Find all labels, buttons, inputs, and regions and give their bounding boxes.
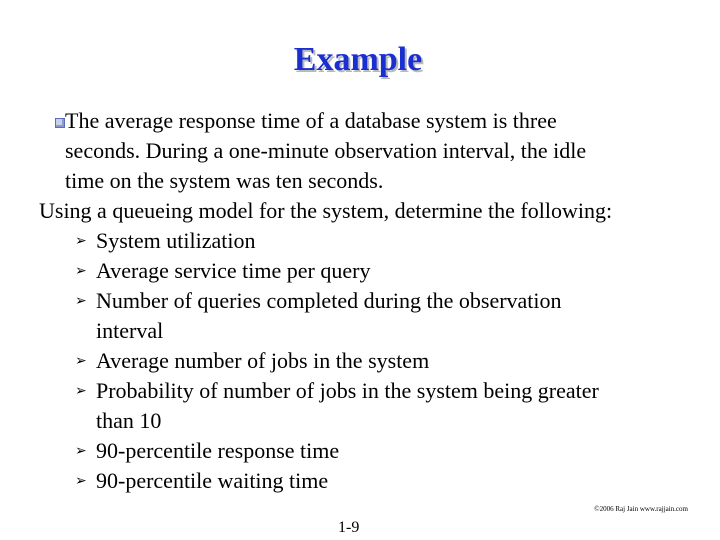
list-item-text: 90-percentile waiting time [96, 468, 329, 493]
page-number: 1-9 [338, 519, 360, 536]
arrow-bullet-icon: ➢ [75, 233, 87, 249]
list-item [40, 436, 700, 466]
list-item [40, 346, 700, 376]
list-item-text: 90-percentile response time [96, 438, 340, 463]
bullet-line: The average response time of a database system is three [65, 108, 557, 133]
copyright-notice: ©2006 Raj Jain www.rajjain.com [594, 505, 688, 513]
arrow-bullet-icon: ➢ [75, 443, 87, 459]
arrow-bullet-icon: ➢ [75, 473, 87, 489]
arrow-bullet-icon: ➢ [75, 293, 87, 309]
list-item [40, 226, 700, 256]
list-item-text: Probability of number of jobs in the system being greater [96, 378, 599, 403]
list-item-text: Average service time per query [96, 258, 371, 283]
list-item [40, 286, 700, 346]
slide-body [40, 106, 700, 496]
intro-text: Using a queueing model for the system, determine the following: [39, 198, 613, 223]
arrow-bullet-icon: ➢ [75, 353, 87, 369]
list-item-text: than 10 [96, 408, 162, 433]
bullet-line: time on the system was ten seconds. [65, 168, 384, 193]
bullet-paragraph [40, 106, 700, 196]
list-item-text: Average number of jobs in the system [96, 348, 430, 373]
list-item-text: Number of queries completed during the observation [96, 288, 562, 313]
list-item [40, 256, 700, 286]
bullet-line: seconds. During a one-minute observation interval, the idle [65, 138, 587, 163]
arrow-bullet-icon: ➢ [75, 383, 87, 399]
arrow-bullet-icon: ➢ [75, 263, 87, 279]
list-item [40, 376, 700, 436]
list-item-text: interval [96, 318, 164, 343]
square-bullet-icon [55, 118, 65, 128]
list-item [40, 466, 700, 496]
slide-title: Example [293, 41, 423, 78]
list-item-text: System utilization [96, 228, 256, 253]
task-list [40, 226, 700, 496]
